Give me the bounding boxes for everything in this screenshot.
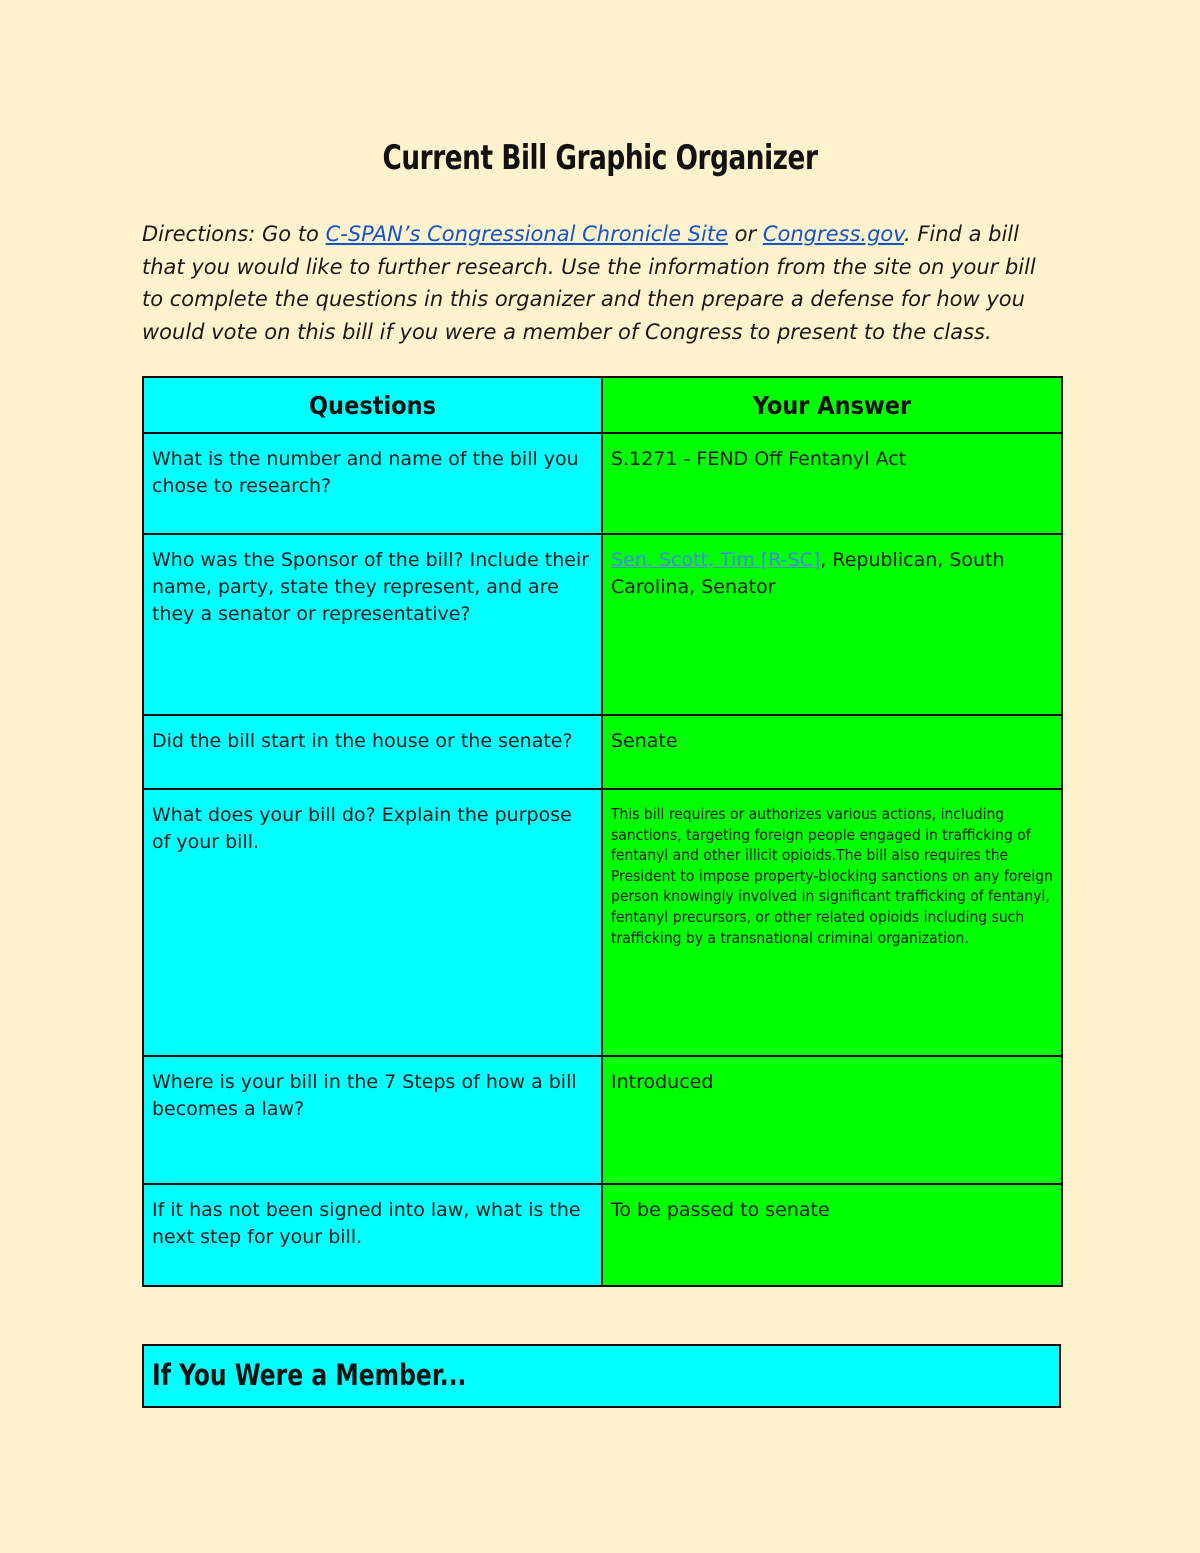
answer-text: S.1271 - FEND Off Fentanyl Act	[611, 448, 907, 470]
question-text: If it has not been signed into law, what is the next step for your bill.	[152, 1199, 581, 1248]
directions-middle: or	[727, 222, 763, 246]
table-row	[143, 534, 1062, 715]
answer-cell[interactable]	[602, 1056, 1062, 1184]
answer-text: This bill requires or authorizes various actions, including sanctions, targeting foreign people engaged in trafficking of fentanyl and other illicit opioids.The bill also requires the President to impose property-blocking sanctions on any foreign person knowingly involved in significant trafficking of fentanyl, fentanyl precursors, or other related opioids including such trafficking by a transnational criminal organization.	[611, 805, 1053, 947]
answer-text: To be passed to senate	[611, 1199, 830, 1221]
question-text: Where is your bill in the 7 Steps of how a bill becomes a law?	[152, 1071, 577, 1120]
question-text: What does your bill do? Explain the purpose of your bill.	[152, 804, 572, 853]
question-text: Did the bill start in the house or the senate?	[152, 730, 573, 752]
answer-text: Introduced	[611, 1071, 714, 1093]
table-row	[143, 789, 1062, 1056]
organizer-table	[142, 376, 1063, 1287]
answer-header: Your Answer	[602, 377, 1062, 433]
question-text: Who was the Sponsor of the bill? Include their name, party, state they represent, and are they a senator or representative?	[152, 549, 590, 625]
question-cell	[143, 1056, 602, 1184]
cspan-link[interactable]: C-SPAN’s Congressional Chronicle Site	[325, 222, 728, 246]
table-row	[143, 1184, 1062, 1286]
question-cell	[143, 1184, 602, 1286]
answer-text: Senate	[611, 730, 678, 752]
answer-cell[interactable]	[602, 534, 1062, 715]
answer-cell[interactable]	[602, 1184, 1062, 1286]
member-section	[142, 1344, 1061, 1408]
directions-paragraph	[142, 218, 1062, 348]
question-cell	[143, 715, 602, 789]
question-text: What is the number and name of the bill you chose to research?	[152, 448, 579, 497]
question-cell	[143, 433, 602, 534]
table-row	[143, 715, 1062, 789]
answer-text	[603, 535, 1061, 609]
page-title: Current Bill Graphic Organizer	[382, 138, 818, 178]
directions-prefix: Directions: Go to	[142, 222, 326, 246]
directions-suffix: . Find a bill that you would like to further research. Use the information from the site on your bill to complete the questions in this organizer and then prepare a defense for how you would vote on this bill if you were a member of Congress to present to the class.	[142, 222, 1036, 344]
member-section-title: If You Were a Member...	[152, 1358, 467, 1392]
sponsor-link[interactable]: Sen. Scott, Tim [R-SC]	[611, 549, 821, 571]
table-header-row	[143, 377, 1062, 433]
question-cell	[143, 534, 602, 715]
questions-header: Questions	[143, 377, 602, 433]
question-cell	[143, 789, 602, 1056]
table-row	[143, 1056, 1062, 1184]
answer-cell[interactable]	[602, 433, 1062, 534]
congress-gov-link[interactable]: Congress.gov	[762, 222, 904, 246]
answer-cell[interactable]	[602, 715, 1062, 789]
table-row	[143, 433, 1062, 534]
sponsor-details: , Republican, South Carolina, Senator	[611, 549, 1005, 598]
answer-cell[interactable]	[602, 789, 1062, 1056]
